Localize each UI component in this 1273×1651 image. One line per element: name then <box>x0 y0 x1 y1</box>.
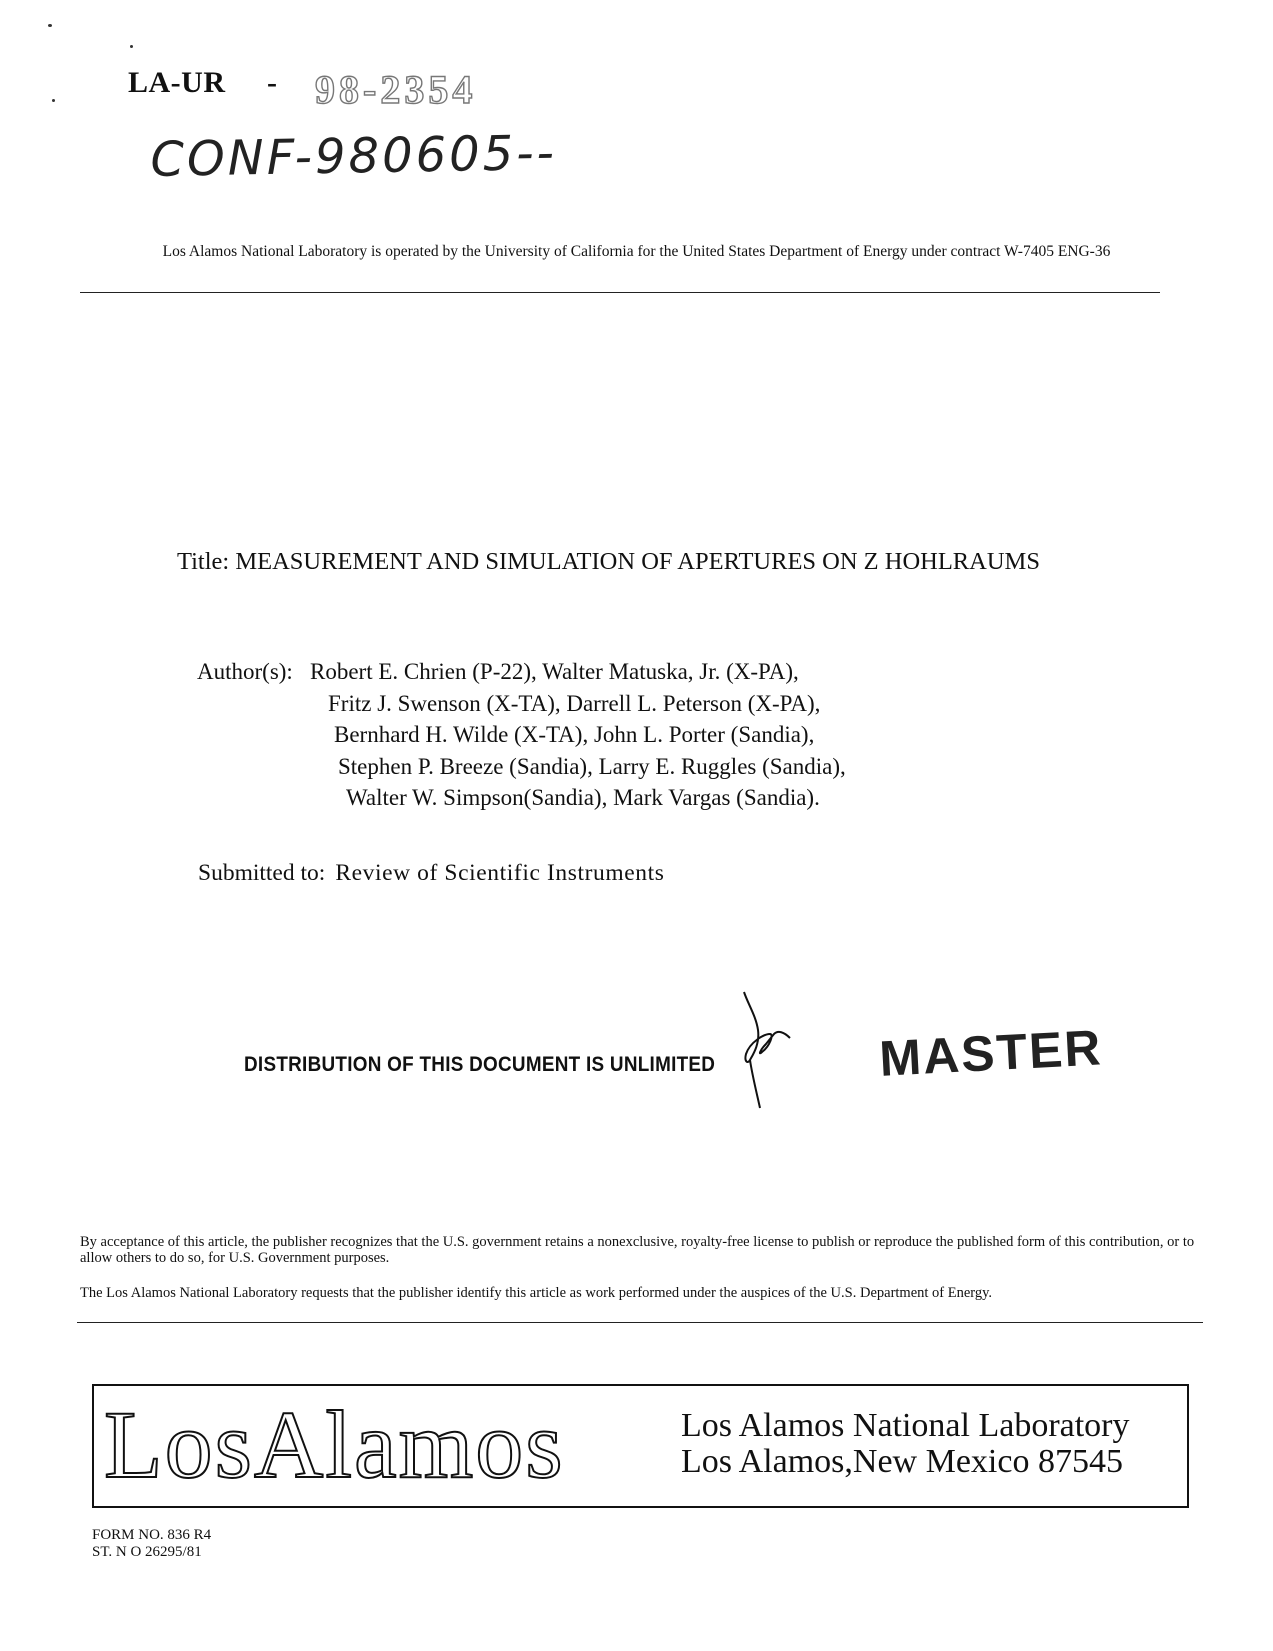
signature-mark <box>730 990 822 1110</box>
submitted-label: Submitted to: <box>198 860 326 886</box>
scan-speck <box>130 45 133 48</box>
footer-divider <box>77 1322 1203 1323</box>
header-divider <box>80 292 1160 293</box>
conf-handwritten-number: CONF-980605-- <box>150 124 558 188</box>
lab-location-line: Los Alamos,New Mexico 87545 <box>681 1443 1123 1480</box>
distribution-stamp: DISTRIBUTION OF THIS DOCUMENT IS UNLIMITED <box>244 1053 716 1076</box>
author-line: Walter W. Simpson(Sandia), Mark Vargas (Sandia). <box>346 785 820 810</box>
acceptance-notice: By acceptance of this article, the publisher recognizes that the U.S. government retains a nonexclusive, royalty-free license to publish or reproduce the published form of this contribution, or to allow others to do so, for U.S. Government purposes. <box>80 1234 1195 1266</box>
los-alamos-logo-box <box>92 1384 1189 1508</box>
author-line: Fritz J. Swenson (X-TA), Darrell L. Peterson (X-PA), <box>328 690 821 716</box>
lab-name-line: Los Alamos National Laboratory <box>681 1407 1130 1444</box>
authors-block <box>197 656 846 814</box>
form-no-line: FORM NO. 836 R4 <box>92 1527 212 1543</box>
authors-label: Author(s): <box>197 659 293 684</box>
la-ur-label: LA-UR <box>128 66 226 99</box>
operated-notice: Los Alamos National Laboratory is operated by the University of California for the United States Department of Energy under contract W-7405 ENG-36 <box>162 243 1111 260</box>
scan-speck <box>52 99 55 102</box>
los-alamos-wordmark-logo: LosAlamos <box>104 1391 565 1498</box>
author-line-text: Robert E. Chrien (P-22), Walter Matuska, Jr. (X-PA), <box>310 659 799 684</box>
st-no-line: ST. N O 26295/81 <box>92 1544 202 1560</box>
scan-speck <box>48 24 52 27</box>
form-number <box>92 1527 211 1561</box>
la-ur-dash: - <box>267 66 277 99</box>
document-title <box>177 548 1040 576</box>
author-line: Stephen P. Breeze (Sandia), Larry E. Ruggles (Sandia), <box>338 753 846 779</box>
author-line: Bernhard H. Wilde (X-TA), John L. Porter (Sandia), <box>334 722 815 747</box>
report-number-stamp: 98-2354 <box>315 67 477 112</box>
journal-name: Review of Scientific Instruments <box>335 860 665 886</box>
lab-address <box>681 1408 1130 1480</box>
submitted-to <box>198 860 665 887</box>
author-line <box>197 656 846 688</box>
title-label: Title: <box>177 548 230 575</box>
master-stamp: MASTER <box>878 1019 1104 1087</box>
title-text: MEASUREMENT AND SIMULATION OF APERTURES ON Z HOHLRAUMS <box>235 548 1040 575</box>
auspices-notice: The Los Alamos National Laboratory requests that the publisher identify this article as work performed under the auspices of the U.S. Department of Energy. <box>80 1285 993 1301</box>
